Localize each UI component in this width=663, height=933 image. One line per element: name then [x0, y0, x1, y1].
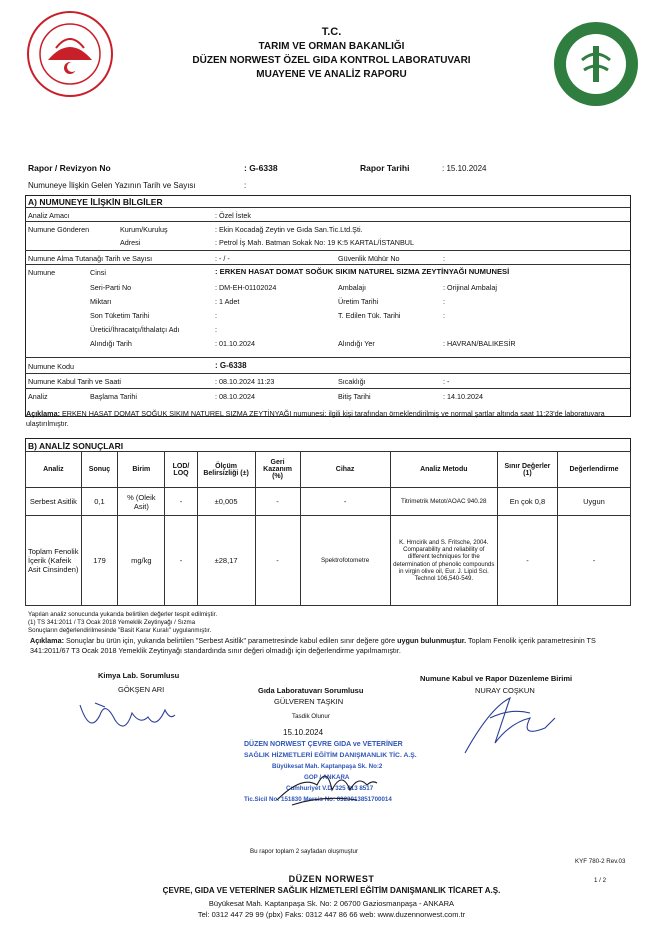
baslama-label: Başlama Tarihi — [90, 392, 138, 401]
header-ministry: TARIM VE ORMAN BAKANLIĞI — [258, 41, 405, 52]
cell-geri-kazanim: - — [255, 488, 300, 516]
header-tc: T.C. — [321, 26, 342, 38]
footer-company: DÜZEN NORWEST — [288, 874, 375, 884]
alindigi-tarih-label: Alındığı Tarih — [90, 339, 132, 348]
kimya-name: GÖKŞEN ARI — [118, 685, 165, 694]
analiz-amaci-label: Analiz Amacı — [28, 211, 70, 220]
results-header-row — [26, 452, 631, 488]
kimya-title: Kimya Lab. Sorumlusu — [98, 671, 180, 680]
conclusion-bold: uygun bulunmuştur. — [397, 636, 467, 645]
kurum-label: Kurum/Kuruluş — [120, 225, 168, 234]
alindigi-yer-value: : HAVRAN/BALIKESİR — [443, 339, 516, 348]
col-metot: Analiz Metodu — [390, 452, 497, 488]
col-geri-kazanim: Geri Kazanım (%) — [255, 452, 300, 488]
cell-lod: - — [165, 516, 197, 606]
cell-analiz: Toplam Fenolik İçerik (Kafeik Asit Cinsinden) — [26, 516, 82, 606]
kurum-value: : Ekin Kocadağ Zeytin ve Gıda San.Tic.Ltd.Şti. — [215, 225, 363, 234]
cell-degerlendirme: Uygun — [557, 488, 630, 516]
cell-sinir: En çok 0,8 — [497, 488, 557, 516]
cinsi-label: Cinsi — [90, 268, 106, 277]
cell-geri-kazanim: - — [255, 516, 300, 606]
seri-label: Seri-Parti No — [90, 283, 132, 292]
numune-birim-title: Numune Kabul ve Rapor Düzenleme Birimi — [420, 674, 573, 683]
gida-title: Gıda Laboratuvarı Sorumlusu — [258, 686, 364, 695]
header-lab: DÜZEN NORWEST ÖZEL GIDA KONTROL LABORATUVARI — [192, 55, 471, 66]
ministry-logo — [26, 10, 114, 98]
seri-value: : DM-EH-01102024 — [215, 283, 277, 292]
col-degerlendirme: Değerlendirme — [557, 452, 630, 488]
gida-name: GÜLVEREN TAŞKIN — [274, 697, 344, 706]
adres-label: Adresi — [120, 238, 141, 247]
tedilen-label: T. Edilen Tük. Tarihi — [338, 311, 401, 320]
cell-birim: % (Oleik Asit) — [118, 488, 165, 516]
aciklama-block — [26, 409, 630, 428]
page-number: 1 / 2 — [594, 877, 607, 884]
cell-cihaz: - — [300, 488, 390, 516]
conclusion-text-2: Toplam — [468, 636, 492, 645]
footer-address: Büyükesat Mah. Kaptanpaşa Sk. No: 2 06700 Gaziosmanpaşa - ANKARA — [208, 899, 455, 908]
tasdik-date: 15.10.2024 — [283, 728, 324, 737]
cinsi-value: : ERKEN HASAT DOMAT SOĞUK SIKIM NATUREL SIZMA ZEYTİNYAĞI NUMUNESİ — [215, 267, 510, 276]
cell-sonuc: 0,1 — [81, 488, 117, 516]
numune-birim-name: NURAY COŞKUN — [475, 686, 535, 695]
report-date-label: Rapor Tarihi — [360, 163, 410, 173]
form-code: KYF 780-2 Rev.03 — [575, 858, 626, 865]
footer-company-full: ÇEVRE, GIDA VE VETERİNER SAĞLIK HİZMETLERİ EĞİTİM DANIŞMANLIK TİCARET A.Ş. — [162, 886, 501, 895]
guvenlik-value: : — [443, 254, 445, 263]
table-row — [26, 516, 631, 606]
sicaklik-label: Sıcaklığı — [338, 377, 366, 386]
col-birim: Birim — [118, 452, 165, 488]
conclusion-label: Açıklama: — [30, 636, 64, 645]
section-a-title: A) NUMUNEYE İLİŞKİN BİLGİLER — [28, 197, 163, 207]
ambalaji-value: : Orijinal Ambalaj — [443, 283, 497, 292]
alindigi-tarih-value: : 01.10.2024 — [215, 339, 255, 348]
col-analiz: Analiz — [26, 452, 82, 488]
kod-value: : G-6338 — [215, 361, 247, 370]
uretim-label: Üretim Tarihi — [338, 297, 379, 306]
pages-note: Bu rapor toplam 2 sayfadan oluşmuştur — [250, 848, 358, 855]
col-cihaz: Cihaz — [300, 452, 390, 488]
sicaklik-value: : - — [443, 377, 450, 386]
kabul-value: : 08.10.2024 11:23 — [215, 377, 275, 386]
col-lod: LOD/ LOQ — [165, 452, 197, 488]
aciklama-label: Açıklama: — [26, 409, 60, 418]
guvenlik-label: Güvenlik Mühür No — [338, 254, 400, 263]
stamp-line-3: Büyükesat Mah. Kaptanpaşa Sk. No:2 — [272, 763, 383, 770]
stamp-line-1: DÜZEN NORWEST ÇEVRE GIDA ve VETERİNER — [244, 741, 403, 748]
kimya-signature — [70, 695, 180, 740]
adres-value: : Petrol İş Mah. Batman Sokak No: 19 K:5 KARTAL/İSTANBUL — [215, 238, 414, 247]
col-belirsizlik: Ölçüm Belirsizliği (±) — [197, 452, 255, 488]
report-no-label: Rapor / Revizyon No — [28, 163, 111, 173]
stamp-line-4: GOP / ANKARA — [304, 774, 350, 781]
footer-contact: Tel: 0312 447 29 99 (pbx) Faks: 0312 447 86 66 web: www.duzennorwest.com.tr — [197, 910, 466, 919]
cell-sonuc: 179 — [81, 516, 117, 606]
report-no-value: : G-6338 — [244, 163, 278, 173]
ambalaji-label: Ambalajı — [338, 283, 366, 292]
cell-metot: Titrimetrik Metot/AOAC 940.28 — [390, 488, 497, 516]
analiz-label: Analiz — [28, 392, 48, 401]
gida-signature — [272, 755, 382, 815]
alindigi-yer-label: Alındığı Yer — [338, 339, 375, 348]
results-table — [25, 451, 631, 606]
kod-label: Numune Kodu — [28, 362, 74, 371]
cell-belirsizlik: ±28,17 — [197, 516, 255, 606]
conclusion-text-1: Sonuçlar bu ürün için, yukarıda belirtilen "Serbest Asitlik" parametresinde kabul edilen sınır değere göre — [65, 636, 396, 645]
tedilen-value: : — [443, 311, 445, 320]
cell-cihaz: Spektrofotometre — [300, 516, 390, 606]
gonderen-label: Numune Gönderen — [28, 225, 90, 234]
header-report-title: MUAYENE VE ANALİZ RAPORU — [256, 69, 407, 80]
uretici-value: : — [215, 325, 217, 334]
section-b-title: B) ANALİZ SONUÇLARI — [28, 441, 124, 451]
note-3: Sonuçların değerlendirilmesinde "Basit Karar Kuralı" uygulanmıştır. — [28, 627, 212, 634]
ministry-emblem-icon — [26, 10, 114, 98]
report-date-value: : 15.10.2024 — [442, 164, 487, 173]
stamp-line-5: Cumhuriyet V.D. 325 013 8517 — [286, 785, 374, 792]
alma-value: : - / - — [215, 254, 230, 263]
numune-label: Numune — [28, 268, 56, 277]
request-value: : — [244, 181, 247, 190]
note-2: (1) TS 341:2011 / T3 Ocak 2018 Yemeklik Zeytinyağı / Sızma — [28, 619, 196, 626]
conclusion-block — [30, 636, 630, 655]
miktari-label: Miktarı — [90, 297, 112, 306]
request-label: Numuneye İlişkin Gelen Yazının Tarih ve Sayısı — [28, 181, 196, 190]
sonkt-value: : — [215, 311, 217, 320]
cell-belirsizlik: ±0,005 — [197, 488, 255, 516]
note-1: Yapılan analiz sonucunda yukarıda belirtilen değerler tespit edilmiştir. — [28, 611, 218, 618]
cell-birim: mg/kg — [118, 516, 165, 606]
kabul-label: Numune Kabul Tarih ve Saati — [28, 377, 121, 386]
uretim-value: : — [443, 297, 445, 306]
col-sonuc: Sonuç — [81, 452, 117, 488]
alma-label: Numune Alma Tutanağı Tarih ve Sayısı — [28, 254, 153, 263]
cell-analiz: Serbest Asitlik — [26, 488, 82, 516]
tasdik-label: Tasdik Olunur — [292, 713, 330, 720]
numune-signature — [450, 688, 560, 758]
cell-sinir: - — [497, 516, 557, 606]
sonkt-label: Son Tüketim Tarihi — [90, 311, 150, 320]
baslama-value: : 08.10.2024 — [215, 392, 255, 401]
cell-metot: K. Hrncirik and S. Fritsche, 2004. Comparability and reliability of different techniques for the determination of phenolic compounds in virgin olive oil, Eur. J. Lipid Sci. Technol 106,540-549. — [390, 516, 497, 606]
col-sinir: Sınır Değerler (1) — [497, 452, 557, 488]
analiz-amaci-value: : Özel İstek — [215, 211, 251, 220]
miktari-value: : 1 Adet — [215, 297, 240, 306]
stamp-line-6: Tic.Sicil No: 151830 Mersis No: 0323013851700014 — [244, 796, 392, 803]
table-row — [26, 488, 631, 516]
conclusion-text-3: Fenolik içerik parametresinin TS 341:2011/67 T3 Ocak 2018 Yemeklik Zeytinyağı standardında sınır değeri olmadığı için değerlendirme yapılmamıştır. — [30, 636, 596, 655]
aciklama-text: ERKEN HASAT DOMAT SOĞUK SIKIM NATUREL SIZMA ZEYTİNYAĞI numunesi; ilgili kişi tarafından örneklendirilmiş ve normal şartlar altında saat 11:23'de laboratuvara ulaştırılmıştır. — [26, 409, 605, 428]
bitis-value: : 14.10.2024 — [443, 392, 483, 401]
cell-lod: - — [165, 488, 197, 516]
uretici-label: Üretici/İhracatçı/İthalatçı Adı — [90, 325, 180, 334]
bitis-label: Bitiş Tarihi — [338, 392, 371, 401]
stamp-line-2: SAĞLIK HİZMETLERİ EĞİTİM DANIŞMANLIK TİC. A.Ş. — [244, 752, 417, 759]
cell-degerlendirme: - — [557, 516, 630, 606]
